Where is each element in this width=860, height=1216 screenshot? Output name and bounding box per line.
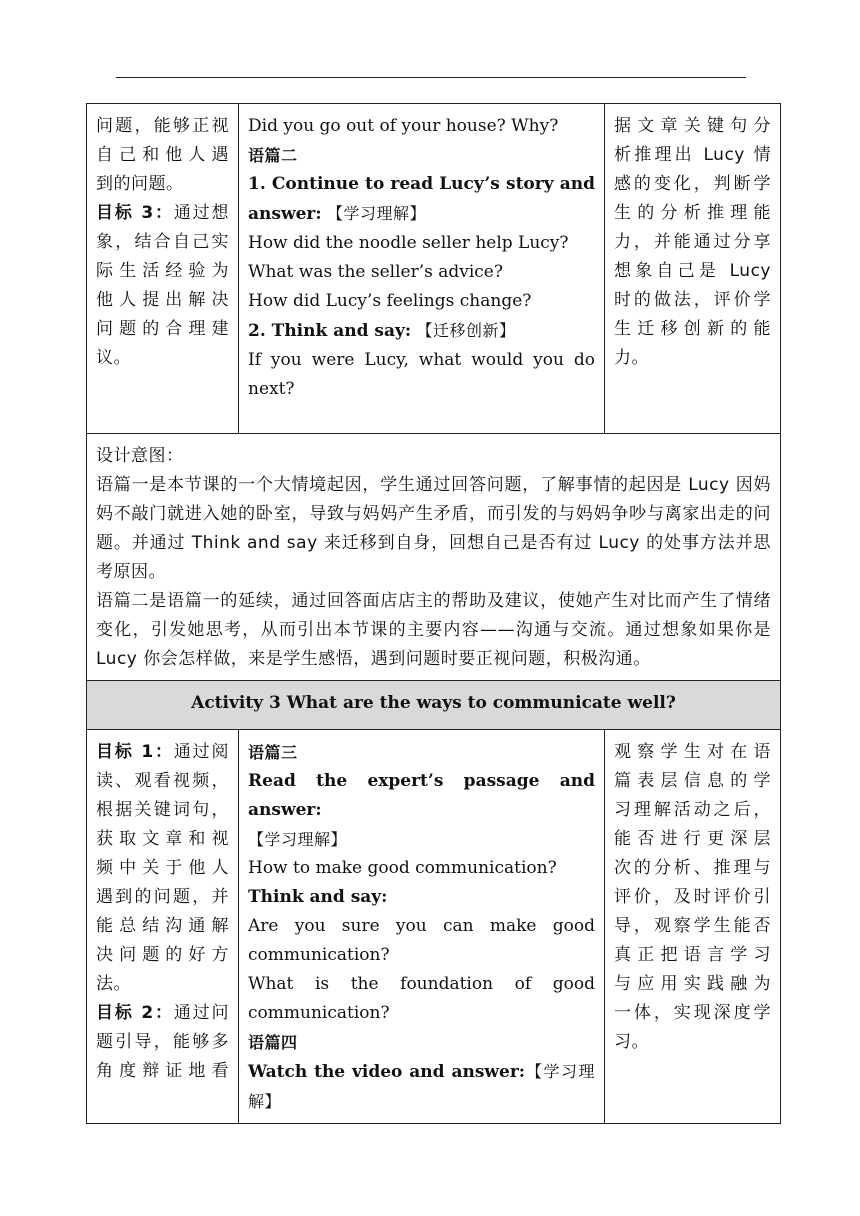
goal2-label: 目标 2：: [96, 1003, 174, 1023]
goal-text-line: 读、观看视频，: [96, 771, 229, 791]
task-bold-text: Think and say:: [248, 887, 388, 907]
passage-title: 语篇四: [248, 1033, 298, 1052]
goal3-label: 目标 3：: [96, 203, 174, 223]
evaluation-line: 导，观察学生能否: [614, 916, 771, 936]
task-tag: 【迁移创新】: [416, 321, 516, 340]
design-intent-paragraph: 语篇二是语篇一的延续，通过回答面店店主的帮助及建议，使她产生对比而产生了情绪变化，引发她思考，从而引出本节课的主要内容——沟通与交流。通过想象如果你是 Lucy 你会怎样做，来是学生感悟，遇到问题时要正视问题，积极沟通。: [96, 591, 771, 669]
task-instruction: [248, 170, 595, 229]
goal1-first-text: 通过阅: [173, 742, 230, 762]
evaluation-line: 能否进行更深层: [614, 829, 771, 849]
goal-text-line: 象，结合自己实: [96, 232, 229, 252]
goal3-first-text: 通过想: [173, 203, 230, 223]
goal-text-line: 获取文章和视: [96, 829, 229, 849]
design-intent-paragraph: 语篇一是本节课的一个大情境起因，学生通过回答问题，了解事情的起因是 Lucy 因妈妈不敲门就进入她的卧室，导致与妈妈产生矛盾，而引发的与妈妈争吵与离家出走的问题。并通过 Think and say 来迁移到自身，回想自己是否有过 Lucy 的处事方法并思考原因。: [96, 475, 771, 582]
goal-text-line: 法。: [96, 974, 131, 994]
evaluation-line: 观察学生对在语: [614, 742, 771, 762]
goal2-first-line: [96, 999, 229, 1028]
passage-title: 语篇二: [248, 146, 298, 165]
table-row-goals-passage3: [87, 730, 781, 1124]
evaluation-line: 习。: [614, 1032, 649, 1052]
evaluation-line: 一体，实现深度学: [614, 1003, 771, 1023]
activity-content-cell: [239, 104, 605, 434]
task-instruction: [248, 1057, 595, 1117]
goal-text-line: 际生活经验为: [96, 261, 229, 281]
evaluation-line: 力。: [614, 348, 649, 368]
goal1-first-line: [96, 738, 229, 767]
goal-text-line: 议。: [96, 348, 131, 368]
task-tag: 【学习理解】: [248, 830, 348, 849]
goal-text-line: 决问题的好方: [96, 945, 229, 965]
task-bold-text: 2. Think and say:: [248, 321, 412, 341]
goal-text-line: 频中关于他人: [96, 858, 229, 878]
evaluation-line: 真正把语言学习: [614, 945, 771, 965]
goal-text-line: 能总结沟通解: [96, 916, 229, 936]
goal2-first-text: 通过问: [173, 1003, 230, 1023]
table-row-activity-header: [87, 681, 781, 730]
evaluation-line: 与应用实践融为: [614, 974, 771, 994]
goal-text-line: 根据关键词句，: [96, 800, 229, 820]
evaluation-line: 生的分析推理能: [614, 203, 771, 223]
goal-text-line: 问题，能够正视: [96, 116, 229, 136]
question-text: How did Lucy’s feelings change?: [248, 291, 532, 311]
goal3-first-line: [96, 199, 229, 228]
evaluation-line: 力，并能通过分享: [614, 232, 771, 252]
activity-title: Activity 3 What are the ways to communicate well?: [87, 681, 781, 730]
question-text: How did the noodle seller help Lucy?: [248, 233, 569, 253]
task-bold-text: Read the expert’s passage and answer:: [248, 771, 595, 820]
table-row-design-intent: [87, 434, 781, 681]
evaluation-line: 生迁移创新的能: [614, 319, 771, 339]
evaluation-line: 评价，及时评价引: [614, 887, 771, 907]
question-text: What is the foundation of good communication?: [248, 974, 595, 1023]
goal-text-line: 遇到的问题，并: [96, 887, 229, 907]
evaluation-line: 析推理出 Lucy 情: [614, 145, 771, 165]
goal1-label: 目标 1：: [96, 742, 174, 762]
goal-text-line: 到的问题。: [96, 174, 184, 194]
evaluation-line: 次的分析、推理与: [614, 858, 771, 878]
task-bold-text: Watch the video and answer:: [248, 1062, 526, 1082]
lesson-plan-table: [86, 103, 781, 1124]
goal-text-line: 他人提出解决: [96, 290, 229, 310]
question-text: What was the seller’s advice?: [248, 262, 503, 282]
evaluation-line: 想象自己是 Lucy: [614, 261, 771, 281]
question-text: If you were Lucy, what would you do next?: [248, 350, 595, 399]
passage-title: 语篇三: [248, 743, 298, 762]
activity-content-cell: [239, 730, 605, 1124]
design-intent-title: 设计意图：: [96, 446, 184, 466]
evaluation-line: 感的变化，判断学: [614, 174, 771, 194]
goal-text-line: 题引导，能够多: [96, 1032, 229, 1052]
goal-text-line: 角度辩证地看: [96, 1061, 229, 1081]
goals-cell: [87, 730, 239, 1124]
header-rule: [116, 77, 746, 78]
question-text: Are you sure you can make good communication?: [248, 916, 595, 965]
task-tag: 【学习理解】: [327, 204, 427, 223]
question-text: Did you go out of your house? Why?: [248, 116, 559, 136]
goal-text-line: 自己和他人遇: [96, 145, 229, 165]
evaluation-line: 据文章关键句分: [614, 116, 771, 136]
evaluation-line: 时的做法，评价学: [614, 290, 771, 310]
evaluation-cell: [605, 730, 781, 1124]
evaluation-cell: [605, 104, 781, 434]
evaluation-line: 习理解活动之后，: [614, 800, 771, 820]
goals-cell: [87, 104, 239, 434]
task-instruction: [248, 316, 595, 346]
design-intent-cell: [87, 434, 781, 681]
goal-text-line: 问题的合理建: [96, 319, 229, 339]
task-tag: 【学习理解】: [248, 1062, 595, 1111]
task-bold-text: 1. Continue to read Lucy’s story and answer:: [248, 174, 595, 224]
evaluation-line: 篇表层信息的学: [614, 771, 771, 791]
table-row-goals-passage2: [87, 104, 781, 434]
question-text: How to make good communication?: [248, 858, 557, 878]
